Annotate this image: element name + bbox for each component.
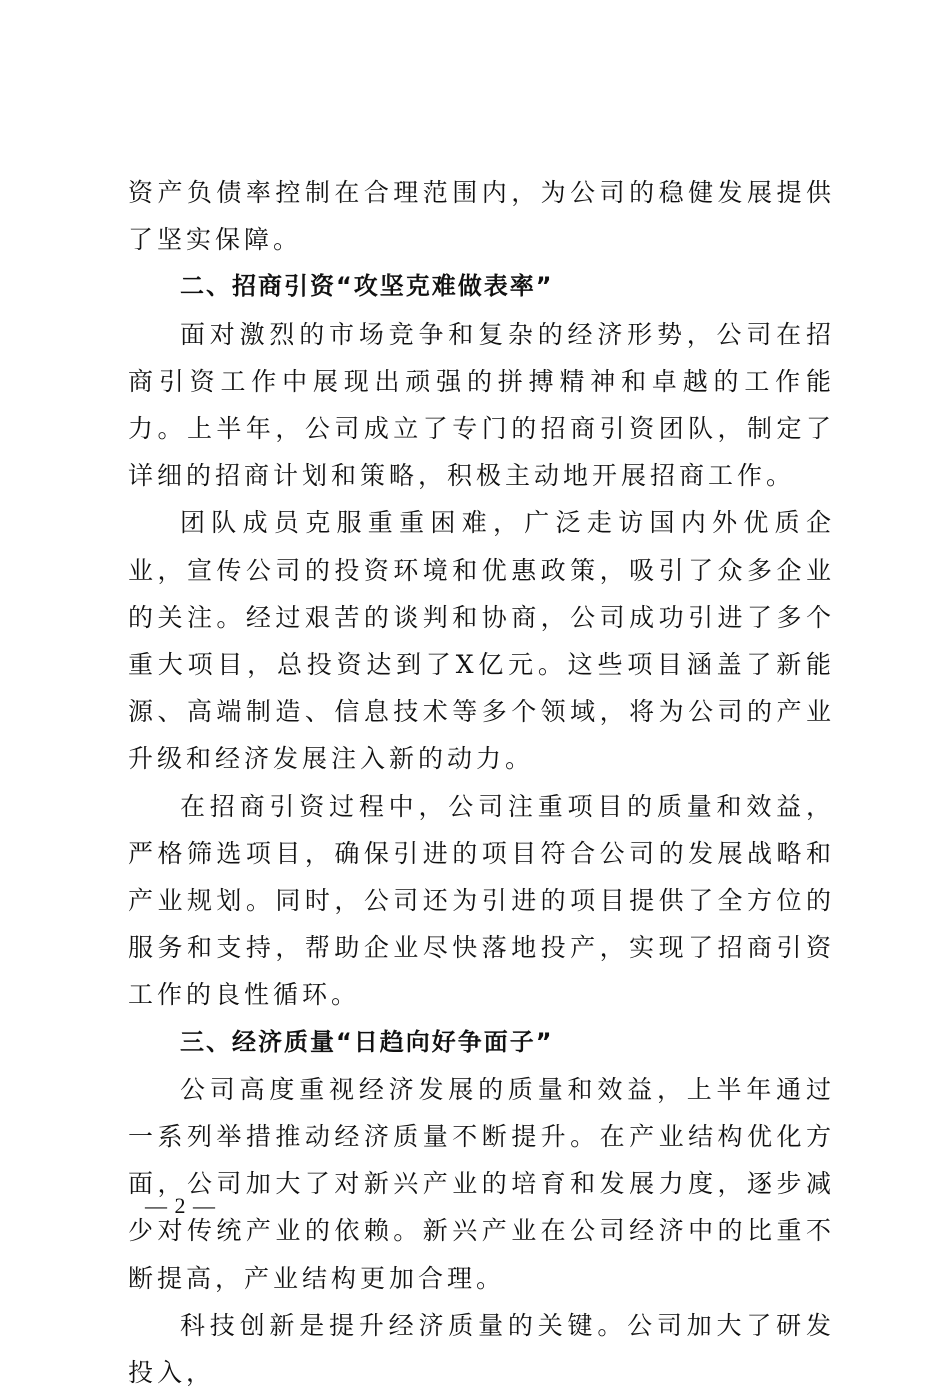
paragraph-investment-intro: 面对激烈的市场竞争和复杂的经济形势，公司在招商引资工作中展现出顽强的拼搏精神和卓越的工作能力。上半年，公司成立了专门的招商引资团队，制定了详细的招商计划和策略，积极主动地开展招商工作。 bbox=[128, 319, 835, 491]
paragraph-continuation: 资产负债率控制在合理范围内，为公司的稳健发展提供了坚实保障。 bbox=[128, 178, 835, 255]
paragraph-tech-innovation: 科技创新是提升经济质量的关键。公司加大了研发投入， bbox=[128, 1310, 835, 1388]
page-number: — 2 — bbox=[145, 1193, 216, 1218]
paragraph-investment-process: 在招商引资过程中，公司注重项目的质量和效益，严格筛选项目，确保引进的项目符合公司的发展战略和产业规划。同时，公司还为引进的项目提供了全方位的服务和支持，帮助企业尽快落地投产，实现了招商引资工作的良性循环。 bbox=[128, 791, 835, 1010]
document-body bbox=[128, 169, 835, 1396]
section-heading-investment: 二、招商引资“攻坚克难做表率” bbox=[180, 272, 554, 301]
paragraph-investment-team: 团队成员克服重重困难，广泛走访国内外优质企业，宣传公司的投资环境和优惠政策，吸引了众多企业的关注。经过艰苦的谈判和协商，公司成功引进了多个重大项目，总投资达到了X亿元。这些项目涵盖了新能源、高端制造、信息技术等多个领域，将为公司的产业升级和经济发展注入新的动力。 bbox=[128, 508, 835, 774]
paragraph-economic-quality: 公司高度重视经济发展的质量和效益，上半年通过一系列举措推动经济质量不断提升。在产业结构优化方面，公司加大了对新兴产业的培育和发展力度，逐步减少对传统产业的依赖。新兴产业在公司经济中的比重不断提高，产业结构更加合理。 bbox=[128, 1074, 835, 1293]
section-heading-economic-quality: 三、经济质量“日趋向好争面子” bbox=[180, 1027, 554, 1056]
